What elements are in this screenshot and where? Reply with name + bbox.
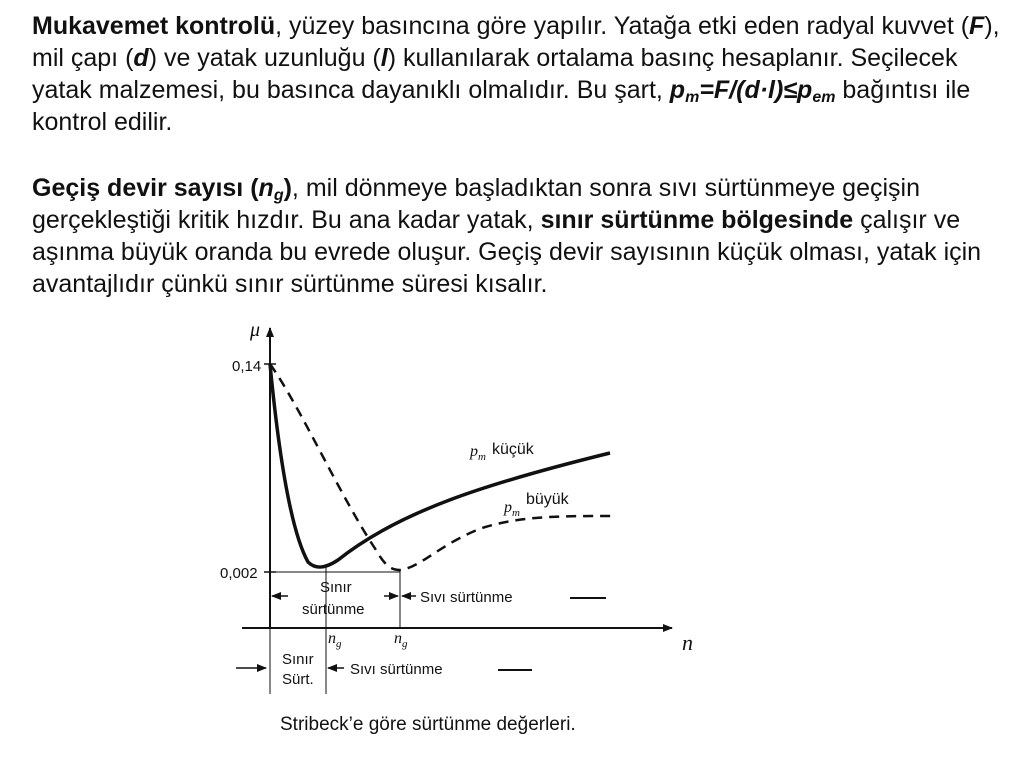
ng-close-paren: ): [283, 174, 292, 202]
para1-text-2: ), mil çapı (: [32, 12, 1000, 72]
paragraph-transition-speed: [32, 172, 1002, 300]
symbol-f: F: [969, 12, 985, 40]
formula-p: p: [669, 76, 686, 104]
curve-label-small-text: küçük: [491, 441, 534, 458]
symbol-d: d: [133, 44, 149, 72]
lower-boundary-label-1: Sınır: [282, 651, 314, 668]
lower-boundary-label-2: Sürt.: [282, 671, 314, 688]
para1-text-1: , yüzey basıncına göre yapılır. Yatağa etki eden radyal kuvvet (: [275, 12, 970, 40]
curve-label-small-sub: m: [478, 451, 486, 463]
ng-g: g: [273, 187, 284, 204]
curve-label-large: [503, 491, 570, 519]
ng-tick-label-2: [394, 630, 408, 650]
formula-middle: =F/(d·l)≤p: [699, 76, 813, 104]
curve-label-large-text: büyük: [525, 491, 569, 508]
para1-text-4: ) kullanılarak ortalama basınç hesaplanır. Seçilecek yatak malzemesi, bu basınca dayanıklı olmalıdır. Bu şart,: [32, 44, 958, 104]
curve-label-small: [469, 441, 535, 463]
figure-caption: Stribeck’e göre sürtünme değerleri.: [280, 714, 576, 735]
ng-n: n: [258, 174, 274, 202]
curve-pm-small: [270, 364, 610, 567]
pressure-formula: [670, 76, 836, 104]
term-sinir-surtunme: sınır sürtünme bölgesinde: [540, 206, 854, 234]
paragraph-strength-check: [32, 10, 1002, 138]
y-tick-label-bottom: 0,002: [220, 565, 258, 582]
upper-boundary-label-1: Sınır: [320, 579, 352, 596]
ng-tick-1-g: g: [336, 638, 342, 650]
symbol-l: l: [380, 44, 388, 72]
y-axis-label: μ: [250, 319, 261, 341]
para1-text-5: bağıntısı ile kontrol edilir.: [32, 76, 971, 136]
lower-fluid-label: Sıvı sürtünme: [350, 661, 443, 678]
upper-fluid-label: Sıvı sürtünme: [420, 589, 513, 606]
para1-text-3: ) ve yatak uzunluğu (: [148, 44, 381, 72]
x-axis-label: n: [682, 630, 693, 655]
term-gecis-devir-sayisi: Geçiş devir sayısı (: [32, 174, 259, 202]
stribeck-diagram: [220, 316, 720, 718]
curve-label-large-p: p: [504, 499, 512, 516]
ng-tick-1-n: n: [328, 630, 336, 647]
para2-text-1: , mil dönmeye başladıktan sonra sıvı sürtünmeye geçişin gerçekleştiği kritik hızdır. Bu ana kadar yatak,: [32, 174, 920, 234]
ng-tick-label-1: [328, 630, 342, 650]
ng-symbol: [259, 174, 284, 202]
curve-label-small-p: p: [470, 443, 478, 460]
curve-label-large-sub: m: [512, 507, 520, 519]
term-mukavemet-kontrolu: Mukavemet kontrolü: [32, 12, 276, 40]
formula-sub-em: em: [812, 89, 836, 106]
y-tick-label-top: 0,14: [232, 358, 262, 375]
formula-sub-m: m: [685, 89, 700, 106]
upper-boundary-label-2: sürtünme: [302, 601, 365, 618]
ng-tick-2-n: n: [394, 630, 402, 647]
para2-text-2: çalışır ve aşınma büyük oranda bu evrede oluşur. Geçiş devir sayısının küçük olması, yatak için avantajlıdır çünkü sınır sürtünme süresi kısalır.: [32, 206, 982, 298]
ng-tick-2-g: g: [402, 638, 408, 650]
